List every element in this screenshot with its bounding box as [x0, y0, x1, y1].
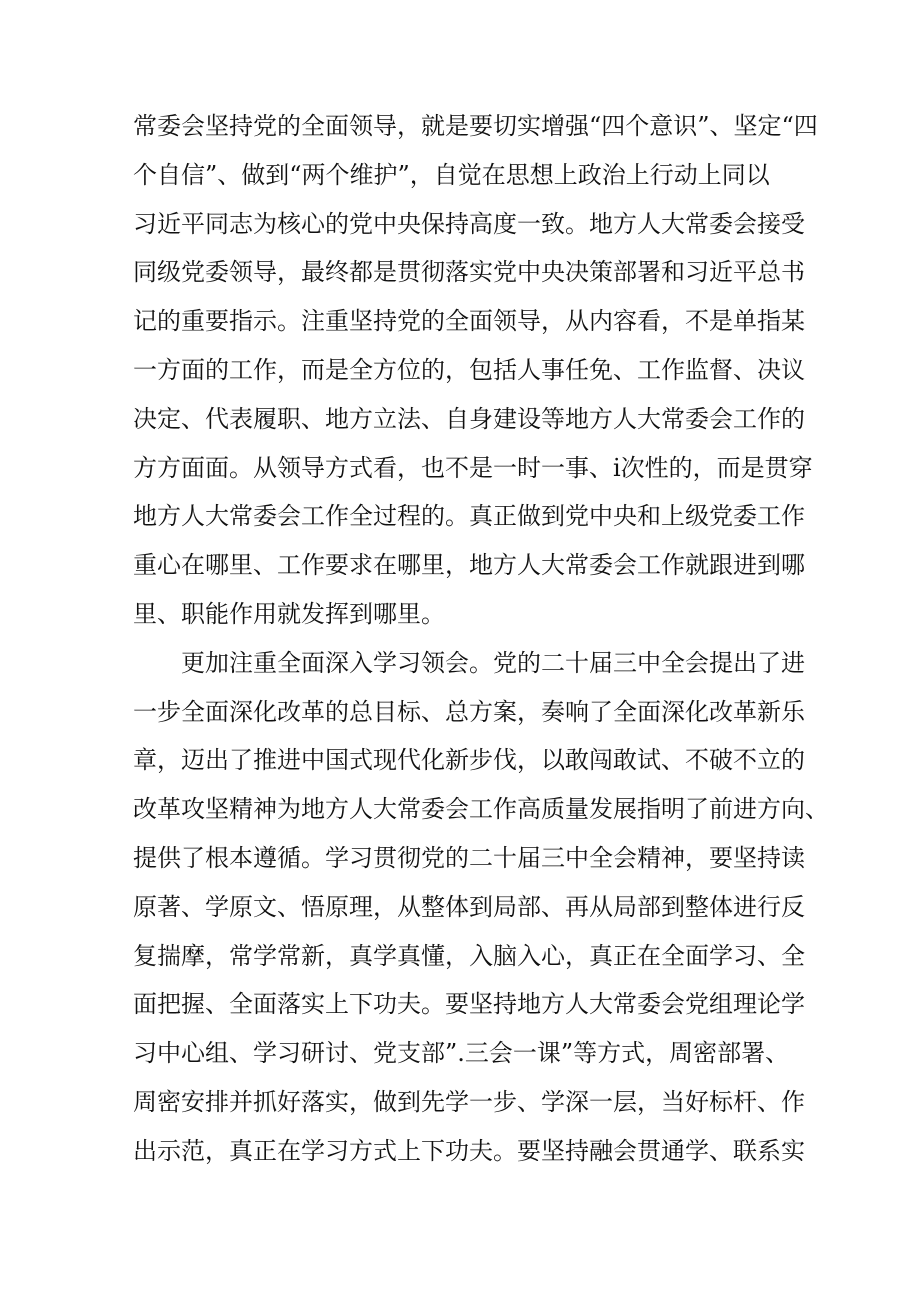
text-line: 提供了根本遵循。学习贯彻党的二十届三中全会精神，要坚持读: [133, 843, 805, 872]
text-line: 记的重要指示。注重坚持党的全面领导，从内容看，不是单指某: [133, 307, 805, 336]
text-line: 习中心组、学习研讨、党支部”.三会一课”等方式，周密部署、: [133, 1039, 790, 1068]
text-line: 习近平同志为核心的党中央保持高度一致。地方人大常委会接受: [133, 209, 805, 238]
text-line: 决定、代表履职、地方立法、自身建设等地方人大常委会工作的: [133, 404, 805, 433]
text-line: 面把握、全面落实上下功夫。要坚持地方人大常委会党组理论学: [133, 990, 805, 1019]
paragraph-2: [133, 639, 829, 1176]
paragraph-1: [133, 102, 818, 639]
text-line: 重心在哪里、工作要求在哪里，地方人大常委会工作就跟进到哪: [133, 551, 805, 580]
text-line: 章，迈出了推进中国式现代化新步伐，以敢闯敢试、不破不立的: [133, 746, 805, 775]
text-line: 改革攻坚精神为地方人大常委会工作高质量发展指明了前进方向、: [133, 795, 829, 824]
text-line: 一步全面深化改革的总目标、总方案，奏响了全面深化改革新乐: [133, 697, 805, 726]
text-line: 个自信”、做到“两个维护”，自觉在思想上政治上行动上同以: [133, 160, 770, 189]
text-line: 里、职能作用就发挥到哪里。: [133, 599, 445, 628]
text-line: 同级党委领导，最终都是贯彻落实党中央决策部署和习近平总书: [133, 258, 805, 287]
text-line: 地方人大常委会工作全过程的。真正做到党中央和上级党委工作: [133, 502, 805, 531]
text-line: 一方面的工作，而是全方位的，包括人事任免、工作监督、决议: [133, 355, 805, 384]
text-line: 方方面面。从领导方式看，也不是一时一事、i次性的，而是贯穿: [133, 453, 813, 482]
text-line: 复揣摩，常学常新，真学真懂，入脑入心，真正在全面学习、全: [133, 941, 805, 970]
text-line: 原著、学原文、悟原理，从整体到局部、再从局部到整体进行反: [133, 892, 805, 921]
text-line: 常委会坚持党的全面领导，就是要切实增强“四个意识”、坚定“四: [133, 112, 818, 140]
document-body: [133, 102, 829, 1176]
text-line: 出示范，真正在学习方式上下功夫。要坚持融会贯通学、联系实: [133, 1136, 805, 1165]
text-line: 更加注重全面深入学习领会。党的二十届三中全会提出了进: [181, 648, 805, 677]
text-line: 周密安排并抓好落实，做到先学一步、学深一层，当好标杆、作: [133, 1087, 805, 1116]
